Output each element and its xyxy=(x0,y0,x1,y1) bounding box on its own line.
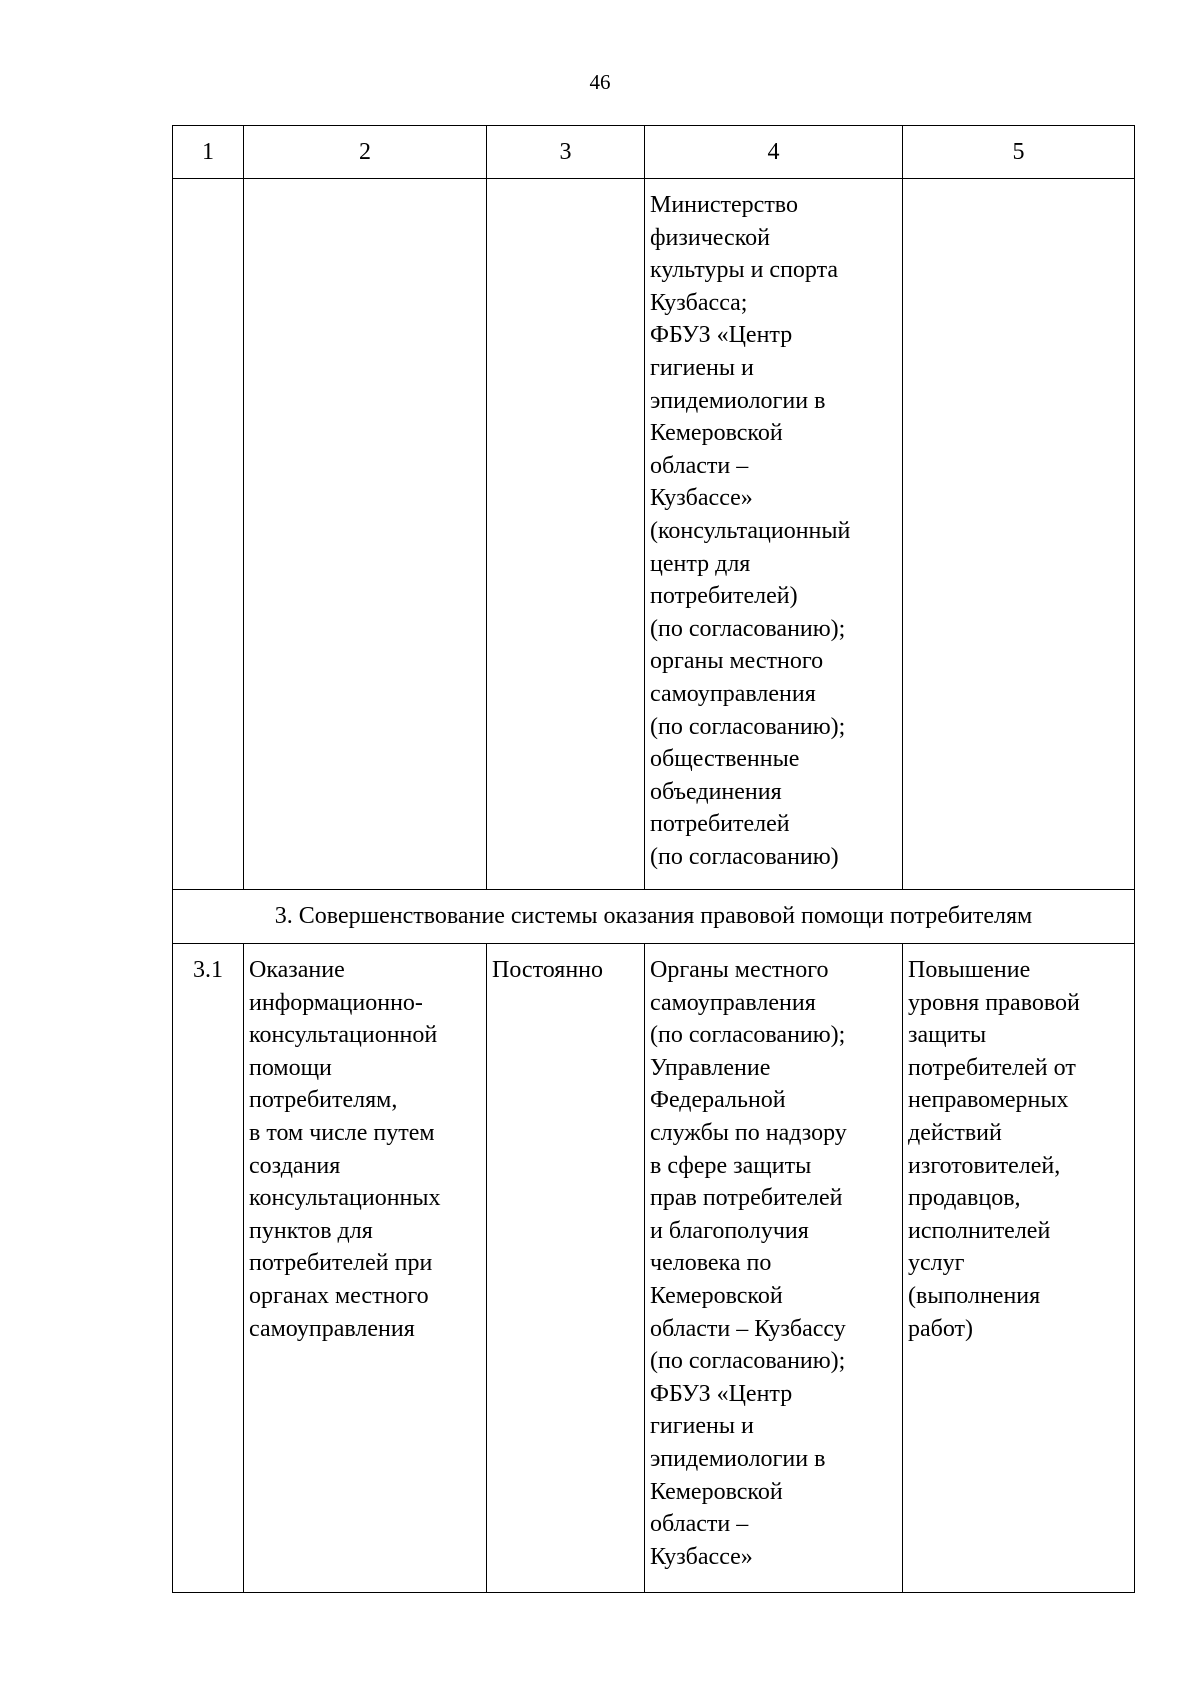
executor-line: эпидемиологии в xyxy=(650,387,826,414)
executor-line: Кузбассе» xyxy=(650,1543,753,1570)
measures-table xyxy=(172,125,1135,1593)
executor-line: (по согласованию) xyxy=(650,843,839,870)
header-cell-2: 2 xyxy=(244,126,487,179)
executor-line: центр для xyxy=(650,550,751,577)
measure-line: создания xyxy=(249,1152,341,1179)
executor-line: Органы местного xyxy=(650,957,829,983)
executor-line: (по согласованию); xyxy=(650,1022,846,1049)
result-line: действий xyxy=(908,1119,1002,1146)
measure-line: потребителям, xyxy=(249,1087,398,1114)
executor-line: области – xyxy=(650,452,749,479)
executor-line: (по согласованию); xyxy=(650,1348,846,1375)
measure-line: в том числе путем xyxy=(249,1119,435,1146)
executor-line: области – xyxy=(650,1511,749,1538)
executor-line: эпидемиологии в xyxy=(650,1445,826,1472)
executor-line: Кемеровской xyxy=(650,1282,783,1309)
executor-line: прав потребителей xyxy=(650,1185,843,1212)
item-number-cell: 3.1 xyxy=(173,944,244,1593)
continuation-result-cell xyxy=(903,179,1135,890)
measure-line: органах местного xyxy=(249,1282,429,1309)
page-number: 46 xyxy=(589,70,611,94)
result-line: защиты xyxy=(908,1022,987,1049)
table-header-row xyxy=(173,126,1135,179)
result-line: уровня правовой xyxy=(908,989,1080,1016)
measure-line: консультационных xyxy=(249,1185,441,1212)
measure-line: помощи xyxy=(249,1054,332,1081)
header-cell-4: 4 xyxy=(645,126,903,179)
executor-line: Управление xyxy=(650,1054,771,1081)
result-line: Повышение xyxy=(908,957,1031,983)
executor-line: и благополучия xyxy=(650,1217,809,1244)
executor-line: физической xyxy=(650,224,770,251)
continuation-executors-cell xyxy=(645,179,903,890)
executor-line: объединения xyxy=(650,778,782,805)
executor-line: ФБУЗ «Центр xyxy=(650,322,793,349)
executor-line: (по согласованию); xyxy=(650,615,846,642)
executor-line: службы по надзору xyxy=(650,1119,847,1146)
executor-line: потребителей) xyxy=(650,583,798,610)
executor-line: в сфере защиты xyxy=(650,1152,812,1179)
measure-line: потребителей при xyxy=(249,1250,433,1277)
executor-line: Кузбассе» xyxy=(650,485,753,512)
executor-line: (по согласованию); xyxy=(650,713,846,740)
result-line: продавцов, xyxy=(908,1185,1021,1212)
result-line: неправомерных xyxy=(908,1087,1069,1114)
executor-line: общественные xyxy=(650,746,800,773)
header-cell-3: 3 xyxy=(487,126,645,179)
item-measure-cell xyxy=(244,944,487,1593)
executor-line: культуры и спорта xyxy=(650,257,839,284)
result-line: услуг xyxy=(908,1250,965,1277)
executor-line: Федеральной xyxy=(650,1087,786,1114)
result-line: потребителей от xyxy=(908,1054,1076,1081)
section-title: 3. Совершенствование системы оказания правовой помощи потребителям xyxy=(173,890,1135,944)
executor-line: области – Кузбассу xyxy=(650,1315,846,1342)
executor-line: самоуправления xyxy=(650,680,816,707)
executor-line: гигиены и xyxy=(650,354,754,381)
measure-line: Оказание xyxy=(249,957,345,983)
executor-line: Кузбасса; xyxy=(650,289,748,316)
result-line: (выполнения xyxy=(908,1282,1041,1309)
executor-line: Министерство xyxy=(650,192,798,218)
executor-line: человека по xyxy=(650,1250,772,1277)
continuation-term-cell xyxy=(487,179,645,890)
measure-line: информационно- xyxy=(249,989,423,1016)
section-heading-row xyxy=(173,890,1135,944)
result-line: исполнителей xyxy=(908,1217,1051,1244)
header-cell-1: 1 xyxy=(173,126,244,179)
measure-line: консультационной xyxy=(249,1022,438,1049)
item-result-cell xyxy=(903,944,1135,1593)
header-cell-5: 5 xyxy=(903,126,1135,179)
executor-line: гигиены и xyxy=(650,1413,754,1440)
measure-line: самоуправления xyxy=(249,1315,415,1342)
table-row-continuation xyxy=(173,179,1135,890)
executor-line: Кемеровской xyxy=(650,420,783,447)
result-line: работ) xyxy=(908,1315,974,1342)
executor-line: органы местного xyxy=(650,648,824,675)
item-executors-cell xyxy=(645,944,903,1593)
measure-line: пунктов для xyxy=(249,1217,373,1244)
result-line: изготовителей, xyxy=(908,1152,1061,1179)
continuation-measure-cell xyxy=(244,179,487,890)
executor-line: (консультационный xyxy=(650,517,851,544)
executor-line: самоуправления xyxy=(650,989,816,1016)
item-term-cell: Постоянно xyxy=(487,944,645,1593)
executor-line: потребителей xyxy=(650,811,790,838)
continuation-number-cell xyxy=(173,179,244,890)
executor-line: ФБУЗ «Центр xyxy=(650,1380,793,1407)
executor-line: Кемеровской xyxy=(650,1478,783,1505)
table-row-item-3-1 xyxy=(173,944,1135,1593)
